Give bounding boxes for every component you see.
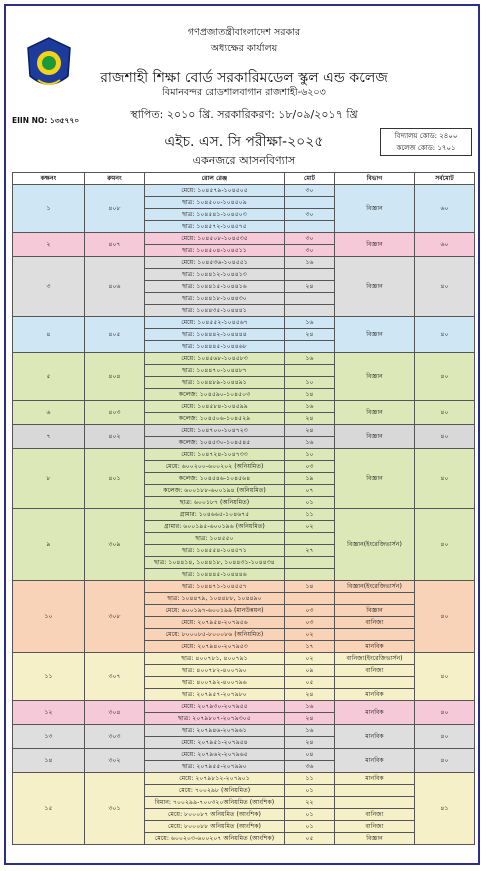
kokkho-cell: ১ bbox=[13, 185, 85, 233]
table-header-row bbox=[13, 173, 475, 185]
room-cell: ৩০৭ bbox=[85, 653, 145, 701]
mot-cell bbox=[285, 593, 335, 605]
roll-range-cell: মেয়ে: ১০৪৫৬৮-১০৪৫৮৩ bbox=[145, 353, 285, 365]
room-cell: ৪০১ bbox=[85, 449, 145, 509]
room-cell: ৩০৯ bbox=[85, 509, 145, 581]
roll-range-cell: ছাত্র: ১০৪৫০৪-১০৪৫১১ bbox=[145, 245, 285, 257]
mot-cell bbox=[285, 197, 335, 209]
roll-range-cell: মেয়ে: ২০৭৯৬২-২০৭৯৬৫ bbox=[145, 749, 285, 761]
mot-cell: ০৩ bbox=[285, 605, 335, 617]
roll-range-cell: মেয়ে: ১০৪৫৭৯-১০৪৫০৫ bbox=[145, 185, 285, 197]
total-cell: ৪০ bbox=[415, 257, 475, 317]
total-cell: ৪০ bbox=[415, 581, 475, 653]
bibhag-cell: মানবিক bbox=[335, 701, 415, 725]
roll-range-cell: ছাত্র: ৬০০১৮৭ (অনিয়মিত) bbox=[145, 497, 285, 509]
roll-range-cell: মেয়ে: ২০৭৯৫৪-২০৭৯৫৬ bbox=[145, 617, 285, 629]
table-row bbox=[13, 233, 475, 245]
mot-cell bbox=[285, 533, 335, 545]
mot-cell: ১৬ bbox=[285, 317, 335, 329]
college-code: কলেজ কোড: ১৭০১ bbox=[396, 144, 456, 152]
bibhag-cell bbox=[335, 785, 415, 797]
kokkho-cell: ২ bbox=[13, 233, 85, 257]
mot-cell: ১১ bbox=[285, 509, 335, 521]
kokkho-cell: ৭ bbox=[13, 425, 85, 449]
col-bibhag: বিভাগ bbox=[335, 173, 415, 185]
bibhag-cell bbox=[335, 629, 415, 641]
roll-range-cell: মেয়ে: ১০৪৭০০-১০৪৭২৩ bbox=[145, 425, 285, 437]
table-row bbox=[13, 317, 475, 329]
mot-cell: ০১ bbox=[285, 785, 335, 797]
mot-cell: ০২ bbox=[285, 629, 335, 641]
table-row bbox=[13, 749, 475, 761]
room-cell: ৪০৪ bbox=[85, 353, 145, 401]
mot-cell: ০২ bbox=[285, 521, 335, 533]
mot-cell: ১৬ bbox=[285, 725, 335, 737]
room-cell: ৩০৮ bbox=[85, 581, 145, 653]
bibhag-cell: বিজ্ঞান bbox=[335, 317, 415, 353]
table-row bbox=[13, 653, 475, 665]
roll-range-cell: ছাত্র: ৪০০৭৮১, ৪০০৭৯১ bbox=[145, 653, 285, 665]
mot-cell: ২৪ bbox=[285, 413, 335, 425]
bibhag-cell: মানবিক bbox=[335, 641, 415, 653]
mot-cell: ০২ bbox=[285, 653, 335, 665]
room-cell: ৪০৮ bbox=[85, 185, 145, 233]
roll-range-cell: ছাত্র: ১০৪৪১২-১০৪৪১৩ bbox=[145, 269, 285, 281]
bibhag-cell bbox=[335, 593, 415, 605]
roll-range-cell: মেয়ে: ৮০০০৮৮ অনিয়মিত (আংশিক) bbox=[145, 821, 285, 833]
roll-range-cell: কলেজ: ১০৪৫৯০-১০৪৫০৩ bbox=[145, 389, 285, 401]
roll-range-cell: ছাত্র: ২০৭৯৮০৭-২০৭৯৩০৫ bbox=[145, 713, 285, 725]
school-code: বিদ্যালয় কোড: ২৪০০ bbox=[394, 132, 458, 140]
roll-range-cell: ছাত্র: ১০৪৪৭১-১০৪৫৫৭ bbox=[145, 581, 285, 593]
roll-range-cell: ছাত্র: ১০৪৪৭০-১০৪৪৮৭ bbox=[145, 365, 285, 377]
table-body bbox=[13, 185, 475, 845]
table-row bbox=[13, 257, 475, 269]
roll-range-cell: ছাত্র: ১০৪৪৪৫-১০৪৪৬৮ bbox=[145, 341, 285, 353]
table-row bbox=[13, 725, 475, 737]
bibhag-cell: বিজ্ঞান bbox=[335, 605, 415, 617]
roll-range-cell: ছাত্র: ২০৭৯৫৫-২০৭৯৯০ bbox=[145, 761, 285, 773]
gov-title: গণপ্রজাতন্ত্রীবাংলাদেশ সরকার bbox=[187, 27, 301, 38]
kokkho-cell: ৯ bbox=[13, 509, 85, 581]
seat-plan-table bbox=[12, 172, 475, 845]
mot-cell bbox=[285, 305, 335, 317]
mot-cell: ১৭ bbox=[285, 641, 335, 653]
roll-range-cell: মেয়ে: ১০৪৫৮৪-১০৪৫৯৯ bbox=[145, 401, 285, 413]
roll-range-cell: মেয়ে: ১০৪৫০৮-১০৪৫৩৫ bbox=[145, 233, 285, 245]
mot-cell: ২৪ bbox=[285, 425, 335, 437]
mot-cell: ১৬ bbox=[285, 701, 335, 713]
kokkho-cell: ১১ bbox=[13, 653, 85, 701]
roll-range-cell: ছাত্র: ১০৪৪৭৯, ১০৪৪৮৮, ১০৪৪৯০ bbox=[145, 593, 285, 605]
col-total: সর্বমোট bbox=[415, 173, 475, 185]
mot-cell bbox=[285, 341, 335, 353]
roll-range-cell: মেয়ে: ১০৪৭২৪-১০৪৭৩৩ bbox=[145, 449, 285, 461]
mot-cell: ১৬ bbox=[285, 437, 335, 449]
bibhag-cell: বিজ্ঞান bbox=[335, 401, 415, 425]
bibhag-cell: মানবিক bbox=[335, 749, 415, 773]
total-cell: ৬০ bbox=[415, 185, 475, 233]
mot-cell: ২৭ bbox=[285, 545, 335, 557]
bibhag-cell: মানবিক bbox=[335, 725, 415, 749]
mot-cell: ১১ bbox=[285, 773, 335, 785]
total-cell: ৪০ bbox=[415, 401, 475, 425]
roll-range-cell: মেয়ে: ১০৪৫৩৬-১০৪৫৫১ bbox=[145, 257, 285, 269]
mot-cell: ১৬ bbox=[285, 353, 335, 365]
mot-cell: ১৬ bbox=[285, 401, 335, 413]
bibhag-cell: বানিজ্য bbox=[335, 617, 415, 629]
mot-cell bbox=[285, 221, 335, 233]
mot-cell bbox=[285, 569, 335, 581]
roll-range-cell: ছাত্র: ২০৭৯৪৬-২০৭৯৬১ bbox=[145, 725, 285, 737]
roll-range-cell: ছাত্র: ১০৪৫০০-১০৪৫০৯ bbox=[145, 197, 285, 209]
office-title: অধ্যক্ষের কার্যালয় bbox=[210, 43, 278, 54]
kokkho-cell: ৪ bbox=[13, 317, 85, 353]
roll-range-cell: ছাত্র: ১০৪৪৪৫-১০৪৪৪৬ bbox=[145, 569, 285, 581]
roll-range-cell: মেয়ে: ২০৭৯৩০-২০৭৯৫৫ bbox=[145, 701, 285, 713]
roll-range-cell: মেয়ে: ৬০০২০০-৬০০২০২ (অনিয়মিত) bbox=[145, 461, 285, 473]
bibhag-cell: বানিজ্য bbox=[335, 665, 415, 677]
mot-cell: ২৪ bbox=[285, 689, 335, 701]
col-mot: মোট bbox=[285, 173, 335, 185]
roll-range-cell: ছাত্র: ১০৪৫৭২-১০৪৫৭৫ bbox=[145, 221, 285, 233]
kokkho-cell: ১০ bbox=[13, 581, 85, 653]
roll-range-cell: ছাত্র: ১০৪৪৩৫-১০৪৪৪১ bbox=[145, 305, 285, 317]
kokkho-cell: ১৪ bbox=[13, 749, 85, 773]
roll-range-cell: মেয়ে: ৬০০২০৩-৬০০২০৭ অনিয়মিত (আংশিক) bbox=[145, 833, 285, 845]
table-row bbox=[13, 401, 475, 413]
code-box bbox=[380, 128, 472, 156]
mot-cell: ০১ bbox=[285, 497, 335, 509]
roll-range-cell: ছাত্র: ১০৪৫৫৪-১০৪৫৭১ bbox=[145, 545, 285, 557]
bibhag-cell: বিজ্ঞান bbox=[335, 449, 415, 509]
mot-cell: ২৪ bbox=[285, 713, 335, 725]
room-cell: ৪০৬ bbox=[85, 257, 145, 317]
mot-cell bbox=[285, 365, 335, 377]
table-row bbox=[13, 773, 475, 785]
roll-range-cell: ছাত্র: ১০৪৫৫০ bbox=[145, 533, 285, 545]
mot-cell: ৩৬ bbox=[285, 761, 335, 773]
kokkho-cell: ১২ bbox=[13, 701, 85, 725]
mot-cell: ১০ bbox=[285, 377, 335, 389]
col-kokkho: কক্ষনং bbox=[13, 173, 85, 185]
col-roll-range: রোল রেঞ্জ bbox=[145, 173, 285, 185]
roll-range-cell: মেয়ে: ৮০০০৮৭ অনিয়মিত (আংশিক) bbox=[145, 809, 285, 821]
total-cell: ৪০ bbox=[415, 725, 475, 749]
mot-cell: ০৭ bbox=[285, 485, 335, 497]
mot-cell: ১৬ bbox=[285, 257, 335, 269]
kokkho-cell: ৮ bbox=[13, 449, 85, 509]
bibhag-cell: বিজ্ঞান bbox=[335, 233, 415, 257]
mot-cell: ০৩ bbox=[285, 617, 335, 629]
mot-cell: ২৪ bbox=[285, 737, 335, 749]
total-cell: ৪০ bbox=[415, 353, 475, 401]
room-cell: ৪০৩ bbox=[85, 401, 145, 425]
mot-cell: ১০ bbox=[285, 449, 335, 461]
roll-range-cell: ছাত্র: ৪০০৭৮২-৪০০৭৯০ bbox=[145, 665, 285, 677]
roll-range-cell: মেয়ে: ৬০০১৯৭-৬০০১৯৯ (মানউন্নয়ন) bbox=[145, 605, 285, 617]
total-cell: ৪০ bbox=[415, 449, 475, 509]
school-name: রাজশাহী শিক্ষা বোর্ড সরকারিমডেল স্কুল এন্ড কলেজ bbox=[100, 70, 388, 86]
roll-range-cell: কলেজ: ১০৪৫৩০-১০৪৫৪৫ bbox=[145, 437, 285, 449]
mot-cell: ১৯ bbox=[285, 473, 335, 485]
roll-range-cell: গ্রামার: ৬০০১৯৫-৬০০১৯৬ (অনিয়মিত) bbox=[145, 521, 285, 533]
bibhag-cell: বিজ্ঞান bbox=[335, 833, 415, 845]
roll-range-cell: ছাত্র: ১০৪৪৮৯-১০৪৪৯১ bbox=[145, 377, 285, 389]
seat-plan-title: একনজরে আসনবিণ্যাস bbox=[192, 154, 296, 167]
bibhag-cell: বানিজ্য(ইংরেজিভার্সন) bbox=[335, 653, 415, 665]
mot-cell: ৩০ bbox=[285, 245, 335, 257]
roll-range-cell: কলেজ: ১০৪৫৪৬-১০৪৫৬৪ bbox=[145, 473, 285, 485]
mot-cell: ২৪ bbox=[285, 329, 335, 341]
bibhag-cell: বিজ্ঞান(ইংরেজিভার্সন) bbox=[335, 509, 415, 581]
mot-cell: ০৯ bbox=[285, 665, 335, 677]
bibhag-cell: মানবিক bbox=[335, 689, 415, 701]
mot-cell: ০৫ bbox=[285, 833, 335, 845]
roll-range-cell: মেয়ে: ৮০০০৮৫-৮০০০৮৬ (অনিয়মিত) bbox=[145, 629, 285, 641]
total-cell: ৪০ bbox=[415, 509, 475, 581]
mot-cell bbox=[285, 269, 335, 281]
bibhag-cell: বিজ্ঞান(ইংরেজিভার্সন) bbox=[335, 581, 415, 593]
roll-range-cell: ছাত্র: ১০৪৫৪১-১০৪৫০৩ bbox=[145, 209, 285, 221]
roll-range-cell: গ্রামার: ১০৪৬৬৫-১০৪৬৭৫ bbox=[145, 509, 285, 521]
room-cell: ৪০৫ bbox=[85, 317, 145, 353]
table-row bbox=[13, 185, 475, 197]
roll-range-cell: ছাত্র: ১০৪৪১৮-১০৪৪৩০ bbox=[145, 293, 285, 305]
mot-cell: ০১ bbox=[285, 821, 335, 833]
bibhag-cell: বানিজ্য bbox=[335, 821, 415, 833]
kokkho-cell: ৬ bbox=[13, 401, 85, 425]
total-cell: ৪০ bbox=[415, 749, 475, 773]
total-cell: ৪০ bbox=[415, 701, 475, 725]
mot-cell: ১৪ bbox=[285, 389, 335, 401]
kokkho-cell: ১৩ bbox=[13, 725, 85, 749]
total-cell: ৪০ bbox=[415, 653, 475, 701]
table-row bbox=[13, 581, 475, 593]
room-cell: ৩০২ bbox=[85, 749, 145, 773]
bibhag-cell: বিজ্ঞান bbox=[335, 425, 415, 449]
mot-cell: ৩০ bbox=[285, 185, 335, 197]
bibhag-cell: বিজ্ঞান bbox=[335, 185, 415, 233]
col-room: রুমনং bbox=[85, 173, 145, 185]
kokkho-cell: ৫ bbox=[13, 353, 85, 401]
room-cell: ৪০২ bbox=[85, 425, 145, 449]
roll-range-cell: মেয়ে: ২০৭৯৮১২-২০৭৯০১ bbox=[145, 773, 285, 785]
table-row bbox=[13, 425, 475, 437]
kokkho-cell: ১৫ bbox=[13, 773, 85, 845]
roll-range-cell: কলেজ: ৬০০১৮৮-৬০০১৯৪ (অনিয়মিত) bbox=[145, 485, 285, 497]
bibhag-cell: বিজ্ঞান bbox=[335, 353, 415, 401]
roll-range-cell: মেয়ে: ১০৪৫৫২-১০৪৫৬৭ bbox=[145, 317, 285, 329]
bibhag-cell bbox=[335, 677, 415, 689]
roll-range-cell: ছাত্র: ১০৪৪১৪, ১০৪৪১৮, ১০৪৪৩১-১০৪৪৩৪ bbox=[145, 557, 285, 569]
roll-range-cell: কলেজ: ১০৪৫০৬-১০৪৫২৯ bbox=[145, 413, 285, 425]
mot-cell: ২২ bbox=[285, 797, 335, 809]
mot-cell: ০৩ bbox=[285, 461, 335, 473]
room-cell: ৪০৭ bbox=[85, 233, 145, 257]
exam-title: এইচ. এস. সি পরীক্ষা-২০২৫ bbox=[164, 134, 324, 150]
mot-cell bbox=[285, 293, 335, 305]
total-cell: ৪০ bbox=[415, 317, 475, 353]
roll-range-cell: বিমান: ৭০০২৯৯-৭০০৩২০অনিয়মিত (আংশিক) bbox=[145, 797, 285, 809]
room-cell: ৩০৪ bbox=[85, 701, 145, 725]
mot-cell: ৩০ bbox=[285, 209, 335, 221]
roll-range-cell: মেয়ে: ২০৭৯৪০-২০৭৯৫৩ bbox=[145, 641, 285, 653]
mot-cell: ০৪ bbox=[285, 749, 335, 761]
roll-range-cell: ছাত্র: ১০৪৪৪২-১০৪৪৪৪ bbox=[145, 329, 285, 341]
mot-cell: ১৪ bbox=[285, 581, 335, 593]
mot-cell: ২৪ bbox=[285, 281, 335, 293]
total-cell: ৪০ bbox=[415, 425, 475, 449]
roll-range-cell: মেয়ে: ২০৭৯৫১-২০৭৯৫৪ bbox=[145, 737, 285, 749]
roll-range-cell: ছাত্র: ১০৪৪১৫-১০৪৪১৬ bbox=[145, 281, 285, 293]
bibhag-cell: বানিজ্য bbox=[335, 809, 415, 821]
roll-range-cell: মেয়ে: ৭০০২৯৮ (অনিয়মিত) bbox=[145, 785, 285, 797]
table-row bbox=[13, 449, 475, 461]
bibhag-cell: বিজ্ঞান bbox=[335, 257, 415, 317]
mot-cell: ৩০ bbox=[285, 233, 335, 245]
bibhag-cell bbox=[335, 797, 415, 809]
table-row bbox=[13, 701, 475, 713]
roll-range-cell: ছাত্র: ২০৭৯৫৭-২০৭৯৮০ bbox=[145, 689, 285, 701]
total-cell: ৪১ bbox=[415, 773, 475, 845]
table-row bbox=[13, 353, 475, 365]
mot-cell: ০১ bbox=[285, 809, 335, 821]
bibhag-cell: মানবিক bbox=[335, 773, 415, 785]
total-cell: ৬০ bbox=[415, 233, 475, 257]
table-row bbox=[13, 509, 475, 521]
room-cell: ৩০৩ bbox=[85, 725, 145, 749]
established-line: স্থাপিত: ২০১০ খ্রি. সরকারিকরণ: ১৮/০৯/২০১৭ খ্রি bbox=[130, 108, 358, 121]
kokkho-cell: ৩ bbox=[13, 257, 85, 317]
mot-cell: ০৫ bbox=[285, 677, 335, 689]
mot-cell bbox=[285, 557, 335, 569]
school-address: বিমানবন্দর রোডশালবাগান রাজশাহী-৬২০৩ bbox=[162, 87, 326, 98]
eiin-number: EIIN NO: ১৩৫৭৭০ bbox=[12, 116, 80, 125]
roll-range-cell: ছাত্র: ৪০০৭৯২-৪০০৭৯৬ bbox=[145, 677, 285, 689]
room-cell: ৩০১ bbox=[85, 773, 145, 845]
